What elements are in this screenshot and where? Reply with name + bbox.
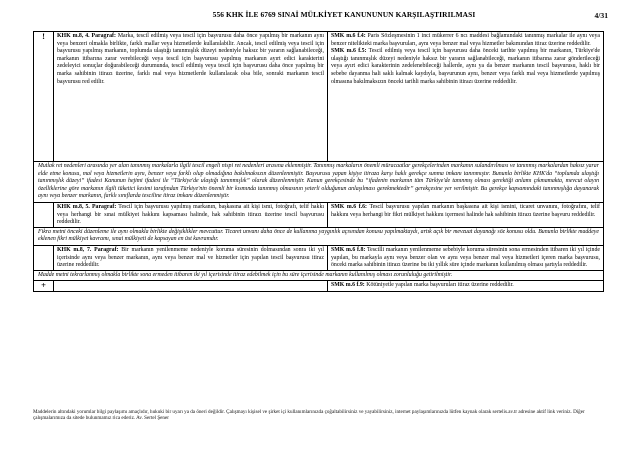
article-text: Kötüniyetle yapılan marka başvuruları itiraz üzerine reddedilir. bbox=[364, 282, 514, 289]
article-text: Bir markanın yenilenmeme nedeniyle koruma süresinin dolmasından sonra iki yıl içerisinde aynı veya benzer markanın, aynı veya benzer mal ve hizmetler için yapılan tescil başvurusu itiraz üzerine reddedilir. bbox=[57, 246, 324, 269]
document-title: 556 KHK İLE 6769 SINAİ MÜLKİYET KANUNUNUN KARŞILAŞTIRILMASI bbox=[212, 10, 476, 19]
table-row bbox=[34, 227, 604, 245]
article-text: Marka, tescil edilmiş veya tescil için başvurusu daha önce yapılmış bir markanın aynı veya benzeri olmakla birlikte, farklı mallar veya hizmetlerde kullanılabilir. Ancak, tescil edilmiş veya tescil için başvurusu yapılmış markanın, toplumda ulaştığı tanınmışlık düzeyi nedeniyle haksız bir yararın sağlanabileceği, markanın itibarına zarar verebileceği veya tescil için başvurusu yapılmış markanın ayırt edici karakterini zedeleyici sonuçlar doğurabileceği durumunda, tescil edilmiş veya tescil için başvurusu daha önce yapılmış bir marka sahibinin itirazı üzerine, farklı mal veya hizmetlerde kullanılacak olsa bile, sonraki markanın tescil başvurusu red edilir. bbox=[57, 33, 324, 85]
table-row bbox=[34, 281, 604, 292]
khk-cell bbox=[54, 32, 328, 162]
page-header bbox=[64, 10, 624, 24]
commentary-note: Madde metni tekrarlanmış olmakla birlikte sona ermeden itibaren iki yıl içerisinde itiraz edebilmek için bu süre içerisinde markanın kullanılmış olması zorunluluğu getirilmiştir. bbox=[34, 270, 604, 281]
table-row bbox=[34, 162, 604, 203]
khk-cell bbox=[54, 245, 328, 270]
khk-cell bbox=[54, 202, 328, 227]
khk-cell bbox=[54, 281, 328, 292]
commentary-note: Mutlak ret nedenleri arasında yer alan tanınmış markalarla ilgili tescil engeli nispi ret nedenleri arasına eklenmiştir. Tanınmış markaların önemli müracaatlar gerekçelerinden markanın sulandırılması ve tanınmış markalardan haksız yarar elde etme konusu, mal veya hizmetlerin aynı, benzer veya farklı olup olmadığına bakılmaksızın düzenlenmiştir. Başvurusu yapan kişiye itiraza karşı haklı gerekçe sunma imkanı tanınmıştır. Bununla birlikte KHK'da “toplumda ulaştığı tanınmışlık düzeyi” ifadesi Kanunun hejimi ifadesi ile “Türkiye'de ulaştığı tanınmışlık” olarak düzenlenmiştir. Kanun gerekçesinde bu “ifadenin markanın tüm Türkiye'de tanınmış olması gerektiği anlamı çıkmamakta, mevcut olayın özelliklerine göre markanın ilgili tüketici kesimi tarafından Türkiye'nin önemli bir kısmında tanınmış olmasının yeterli olduğunun anlaşılması gerekmektedir” gerekçesine yer verilmiştir. Bu gerekçe kapsamındaki tanınmışlığa dayanarak aynı veya benzer markanın, farklı sınıflarda tesciline itiraz imkanı düzenlenmiştir. bbox=[34, 162, 604, 203]
table-row bbox=[34, 245, 604, 270]
article-ref: KHK m.8, 7. Paragraf: bbox=[57, 246, 119, 253]
article-ref: SMK m.6 f.9: bbox=[331, 282, 365, 289]
article-ref: SMK m.6 f.5: bbox=[331, 48, 367, 55]
row-marker bbox=[34, 245, 54, 270]
table-row bbox=[34, 270, 604, 281]
article-ref: SMK m.6 f.8: bbox=[331, 246, 366, 253]
smk-cell bbox=[328, 32, 604, 162]
table-row bbox=[34, 202, 604, 227]
smk-cell bbox=[328, 202, 604, 227]
article-ref: KHK m.8, 5. Paragraf: bbox=[57, 203, 117, 210]
page-number: 4/31 bbox=[594, 11, 608, 20]
article-text: Tescilli markanın yenilenmeme sebebiyle koruma süresinin sona ermesinden itibaren iki yıl içinde yapılan, bu markayla aynı veya benzer olan ve aynı veya benzer mal veya hizmetleri içeren marka başvurusu, önceki marka sahibinin itirazı üzerine bu iki yıllık süre içinde markanın kullanılmış olması şartıyla reddedilir. bbox=[331, 246, 600, 269]
row-marker: ! bbox=[34, 32, 54, 162]
disclaimer-footer: Maddelerin altındaki yorumlar bilgi paylaşımı amaçlıdır, hukuki bir uyarı ya da öneri değildir. Çalışmayı kişisel ve şirket içi kullanımlarınızda çoğaltabilirsiniz ve yayabilirsiniz, internet paylaşımlarınızda lütfen kaynak olarak sertelis.av.tr adresine aktif link veriniz. Diğer çalışmalarımıza da sitede bulunmamız rica ederiz. Av. Sertel Şener bbox=[33, 409, 585, 422]
commentary-note: Fikra metni önceki düzenleme ile aynı olmakla birlikte değişiklikler mevcuttur. Ticaret unvanı daha önce de kullanıma yaygınlık açısından konusu yapılmaktaydı, artık açık bir mevzuat dayanağı söz konusu oldu. Bununla birlikte maddeye eklenen fikri mülkiyet kavramı, sınai mülkiyeti de kapsayan en üst kavramdır. bbox=[34, 227, 604, 245]
row-marker: + bbox=[34, 281, 54, 292]
table-row bbox=[34, 32, 604, 162]
article-text: Tescil başvurusu yapılan markanın başkasına ait kişi ismini, ticaret unvanını, fotoğrafını, telif hakkını veya herhangi bir fikri mülkiyet hakkını içermesi halinde hak sahibinin itirazı üzerine başvuru reddedilir. bbox=[331, 203, 600, 218]
comparison-table bbox=[33, 31, 604, 292]
smk-cell bbox=[328, 245, 604, 270]
article-text: Paris Sözleşmesinin 1 inci mükerrer 6 ncı maddesi bağlamındaki tanınmış markalar ile aynı veya benzer nitelikteki marka başvuruları, aynı veya benzer mal veya hizmetler bakımından itiraz üzerine reddedilir. bbox=[331, 33, 601, 47]
article-ref: SMK m.6 f.6: bbox=[331, 203, 367, 210]
article-ref: KHK m.8, 4. Paragraf: bbox=[57, 33, 116, 39]
smk-cell bbox=[328, 281, 604, 292]
row-marker bbox=[34, 202, 54, 227]
article-ref: SMK m.6 f.4: bbox=[331, 33, 366, 39]
article-text: Tescil için başvurusu yapılmış markanın, başkasına ait kişi ismi, fotoğrafı, telif hakkı veya herhangi bir sınai mülkiyet hakkını kapsaması halinde, hak sahibinin itirazı üzerine tescil başvurusu reddedilir. bbox=[57, 203, 324, 226]
article-text: Tescil edilmiş veya tescil için başvurusu daha önceki tarihte yapılmış bir markanın, Türkiye'de ulaştığı tanınmışlık düzeyi nedeniyle haksız bir yararın sağlanabileceği, markanın itibarına zarar gönderileceği veya ayırt edici karakterinin zedelenebileceği hallerde, aynı ya da benzer markanın tescil başvurusu, haklı bir sebebe dayanma hali saklı kalmak kaydıyla, başvurunun aynı, benzer veya farklı mal veya hizmetlerde yapılmış olmasına bakılmaksızın önceki tarihli marka sahibinin itirazı üzerine reddedilir. bbox=[331, 48, 600, 85]
